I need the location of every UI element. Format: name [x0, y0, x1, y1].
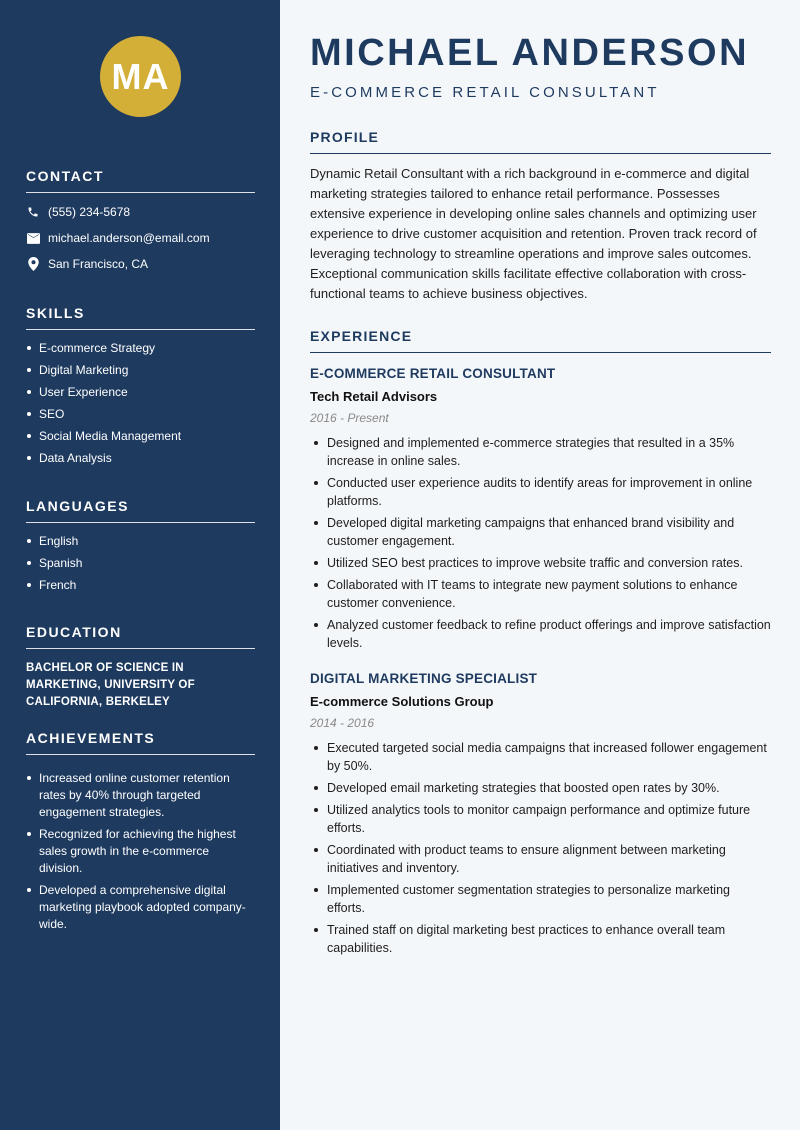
list-item: French [26, 577, 255, 599]
education-section [26, 624, 255, 711]
list-item: Digital Marketing [26, 362, 255, 384]
achievements-section [26, 730, 255, 938]
company-name: E-commerce Solutions Group [310, 694, 494, 709]
list-item: Conducted user experience audits to identify areas for improvement in online platforms. [310, 474, 771, 510]
phone-text: (555) 234-5678 [48, 205, 131, 219]
list-item: Recognized for achieving the highest sales growth in the e-commerce division. [26, 826, 255, 877]
profile-text: Dynamic Retail Consultant with a rich background in e-commerce and digital marketing strategies tailored to enhance retail performance. Possesses extensive experience in developing online sales channels and optimizing user experience to drive customer acquisition and retention. Proven track record of leveraging technology to streamline operations and improve sales outcomes. Exceptional communication skills facilitate effective collaboration with cross-functional teams to achieve business objectives. [310, 166, 757, 301]
avatar: MA [100, 36, 181, 117]
list-item: Developed a comprehensive digital marketing playbook adopted company-wide. [26, 882, 255, 933]
contact-title: CONTACT [26, 168, 255, 193]
job-bullets [310, 434, 771, 652]
list-item: Spanish [26, 555, 255, 577]
sidebar [0, 0, 280, 1130]
list-item: Designed and implemented e-commerce strategies that resulted in a 35% increase in online sales. [310, 434, 771, 470]
list-item: Collaborated with IT teams to integrate new payment solutions to enhance customer convenience. [310, 576, 771, 612]
email-icon [26, 231, 40, 245]
list-item: Developed email marketing strategies that boosted open rates by 30%. [310, 779, 771, 797]
list-item: Utilized analytics tools to monitor campaign performance and optimize future efforts. [310, 801, 771, 837]
phone-icon [26, 205, 40, 219]
education-degree: BACHELOR OF SCIENCE IN MARKETING, UNIVERSITY OF CALIFORNIA, BERKELEY [26, 662, 195, 708]
list-item: Data Analysis [26, 450, 255, 472]
list-item: Trained staff on digital marketing best practices to enhance overall team capabilities. [310, 921, 771, 957]
email-text: michael.anderson@email.com [48, 231, 210, 245]
contact-section [26, 168, 255, 277]
list-item: Utilized SEO best practices to improve website traffic and conversion rates. [310, 554, 771, 572]
achievements-list [26, 770, 255, 933]
contact-location [26, 251, 255, 277]
list-item: English [26, 533, 255, 555]
skills-section [26, 305, 255, 472]
list-item: Social Media Management [26, 428, 255, 450]
job-dates: 2014 - 2016 [310, 716, 375, 730]
list-item: User Experience [26, 384, 255, 406]
list-item: Implemented customer segmentation strategies to personalize marketing efforts. [310, 881, 771, 917]
job-title: DIGITAL MARKETING SPECIALIST [310, 671, 538, 686]
skills-title: SKILLS [26, 305, 255, 330]
education-title: EDUCATION [26, 624, 255, 649]
list-item: Increased online customer retention rates by 40% through targeted engagement strategies. [26, 770, 255, 821]
languages-list [26, 533, 255, 599]
job-title: E-COMMERCE RETAIL CONSULTANT [310, 366, 556, 381]
list-item: E-commerce Strategy [26, 340, 255, 362]
contact-email [26, 225, 255, 251]
job-dates: 2016 - Present [310, 411, 389, 425]
experience-title: EXPERIENCE [310, 328, 771, 353]
list-item: Developed digital marketing campaigns that enhanced brand visibility and customer engagement. [310, 514, 771, 550]
achievements-title: ACHIEVEMENTS [26, 730, 255, 755]
languages-title: LANGUAGES [26, 498, 255, 523]
company-name: Tech Retail Advisors [310, 389, 438, 404]
job-entry [310, 366, 771, 656]
list-item: Executed targeted social media campaigns that increased follower engagement by 50%. [310, 739, 771, 775]
contact-phone [26, 199, 255, 225]
candidate-role: E-COMMERCE RETAIL CONSULTANT [310, 84, 660, 101]
candidate-name: MICHAEL ANDERSON [310, 32, 750, 74]
languages-section [26, 498, 255, 599]
location-text: San Francisco, CA [48, 257, 149, 271]
job-entry [310, 671, 771, 961]
job-bullets [310, 739, 771, 957]
location-pin-icon [26, 257, 40, 271]
list-item: SEO [26, 406, 255, 428]
skills-list [26, 340, 255, 472]
profile-title: PROFILE [310, 129, 771, 154]
list-item: Coordinated with product teams to ensure alignment between marketing initiatives and inventory. [310, 841, 771, 877]
list-item: Analyzed customer feedback to refine product offerings and improve satisfaction levels. [310, 616, 771, 652]
